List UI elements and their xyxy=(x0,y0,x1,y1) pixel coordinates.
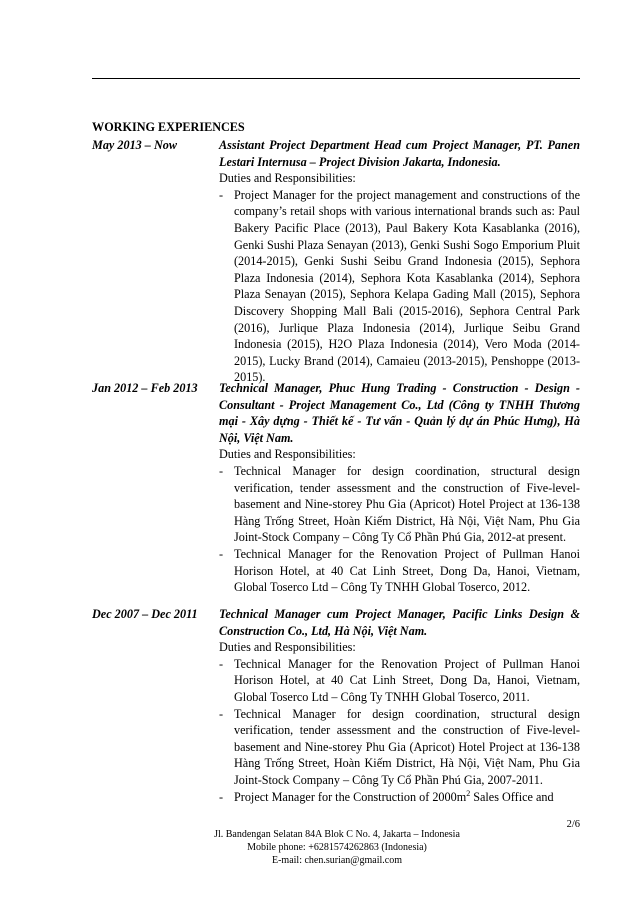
entry-body xyxy=(219,380,580,596)
duties-label: Duties and Responsibilities: xyxy=(219,171,356,186)
bullet-dash: - xyxy=(219,706,224,721)
entry-role: Technical Manager, Phuc Hung Trading - Construction - Design - Consultant - Project Management Co., Ltd (Công ty TNHH Thương mại - Xây dựng - Thiết kế - Tư vấn - Quản lý dự án Phúc Hưng), Hà Nội, Việt Nam. xyxy=(219,381,580,445)
entry-date: Dec 2007 – Dec 2011 xyxy=(92,607,198,621)
duty-bullet xyxy=(219,706,580,789)
header-rule xyxy=(92,78,580,79)
duty-text: Technical Manager for the Renovation Project of Pullman Hanoi Horison Hotel, at 40 Cat Linh Street, Dong Da, Hanoi, Vietnam, Global Toserco Ltd – Công Ty TNHH Global Toserco, 2011. xyxy=(234,656,580,704)
bullet-dash: - xyxy=(219,656,224,671)
superscript: 2 xyxy=(466,788,471,798)
duty-text-part: Sales Office and xyxy=(470,789,554,804)
duty-text: Technical Manager for the Renovation Project of Pullman Hanoi Horison Hotel, at 40 Cat Linh Street, Dong Da, Hanoi, Vietnam, Global Toserco Ltd – Công Ty TNHH Global Toserco, 2012. xyxy=(234,546,580,595)
footer-address: Jl. Bandengan Selatan 84A Blok C No. 4, Jakarta – Indonesia xyxy=(214,829,460,840)
duty-text: Project Manager for the project management and constructions of the company’s retail shops with various international brands such as: Paul Bakery Pacific Place (2013), Paul Bakery Kota Kasablanka (2016), Genki Sushi Plaza Senayan (2013), Genki Sushi Sogo Emporium Pluit (2014-2015), Genki Sushi Seibu Grand Indonesia (2015), Sephora Plaza Indonesia (2014), Sephora Kota Kasablanka (2014), Sephora Plaza Senayan (2015), Sephora Kelapa Gading Mall (2015), Sephora Discovery Shopping Mall Bali (2015-2016), Sephora Central Park (2016), Jurlique Plaza Indonesia (2014), Jurlique Seibu Grand Indonesia (2015), H2O Plaza Indonesia (2014), Vero Moda (2014-2015), Lucky Brand (2014), Camaieu (2013-2015), Penshoppe (2013-2015). xyxy=(234,187,580,385)
duty-bullet xyxy=(219,463,580,546)
entry-body xyxy=(219,137,580,386)
duties-label: Duties and Responsibilities: xyxy=(219,640,356,655)
duty-text xyxy=(234,790,554,804)
duty-bullet xyxy=(219,656,580,706)
footer-email: E-mail: chen.surian@gmail.com xyxy=(271,854,402,866)
entry-date: May 2013 – Now xyxy=(92,138,177,152)
footer-phone: Mobile phone: +6281574262863 (Indonesia) xyxy=(247,841,427,853)
duty-text: Technical Manager for design coordination, structural design verification, tender assessment and the construction of Five-level-basement and Nine-storey Phu Gia (Apricot) Hotel Project at 136-138 Hàng Trống Street, Hoàn Kiếm District, Hà Nội, Việt Nam, Phu Gia Joint-Stock Company – Công Ty Cổ Phần Phú Gia, 2007-2011. xyxy=(234,706,580,787)
bullet-dash: - xyxy=(219,789,224,804)
page-number: 2/6 xyxy=(566,819,580,830)
duty-text: Technical Manager for design coordination, structural design verification, tender assessment and the construction of Five-level-basement and Nine-storey Phu Gia (Apricot) Hotel Project at 136-138 Hàng Trống Street, Hoàn Kiếm District, Hà Nội, Việt Nam, Phu Gia Joint-Stock Company – Công Ty Cổ Phần Phú Gia, 2012-at present. xyxy=(234,463,580,545)
footer xyxy=(192,829,482,867)
entry-body xyxy=(219,606,580,805)
entry-date: Jan 2012 – Feb 2013 xyxy=(92,381,198,395)
duties-label: Duties and Responsibilities: xyxy=(219,447,356,462)
bullet-dash: - xyxy=(219,187,224,202)
duty-bullet xyxy=(219,789,580,806)
duty-bullet xyxy=(219,187,580,386)
entry-role: Assistant Project Department Head cum Project Manager, PT. Panen Lestari Internusa – Project Division Jakarta, Indonesia. xyxy=(219,138,580,169)
section-title: WORKING EXPERIENCES xyxy=(92,120,245,134)
duty-bullet xyxy=(219,546,580,596)
duty-text-part: Project Manager for the Construction of 2000m xyxy=(234,789,467,804)
bullet-dash: - xyxy=(219,463,224,478)
entry-role: Technical Manager cum Project Manager, Pacific Links Design & Construction Co., Ltd, Hà Nội, Việt Nam. xyxy=(219,607,580,638)
bullet-dash: - xyxy=(219,546,224,561)
